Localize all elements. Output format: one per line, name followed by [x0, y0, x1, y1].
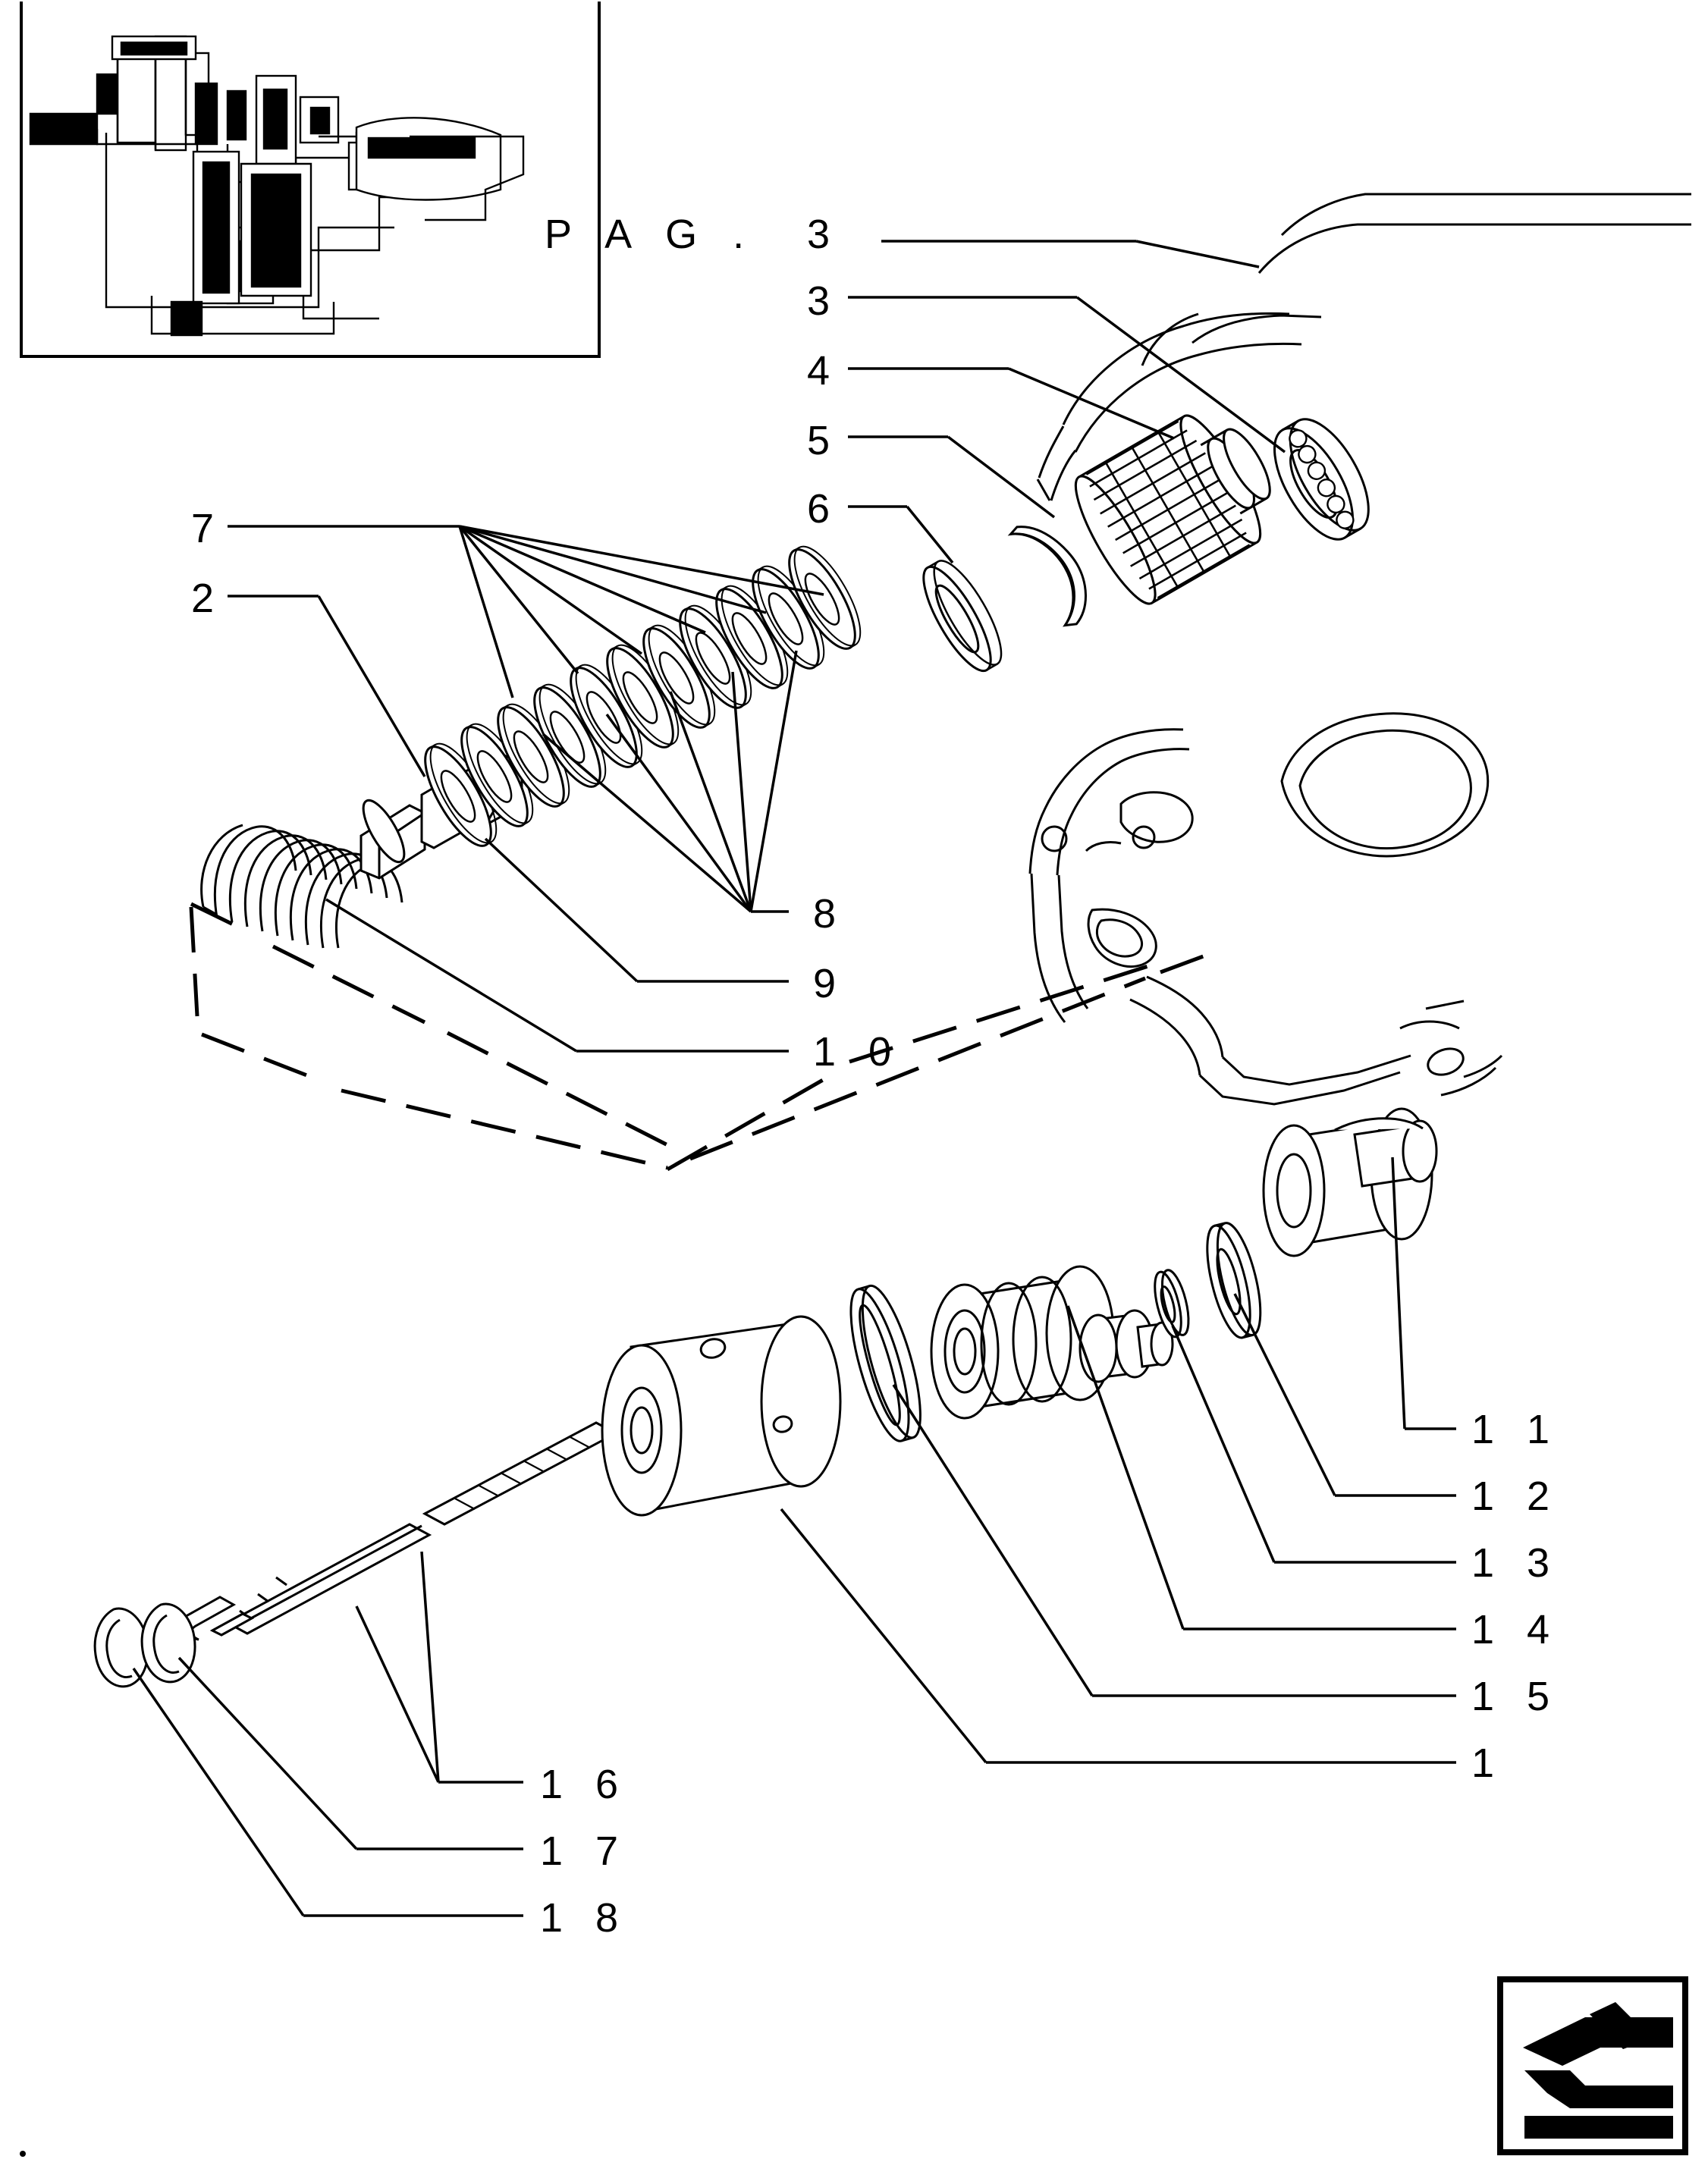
- callout-2: 2: [191, 576, 225, 621]
- callout-5: 5: [807, 418, 841, 463]
- thrust-washer-medium: [1198, 1219, 1269, 1342]
- callout-17: 1 7: [540, 1828, 630, 1874]
- synchro-ring: [912, 552, 1013, 679]
- carrier-body: [602, 1317, 840, 1515]
- callout-13: 1 3: [1471, 1540, 1561, 1586]
- callout-8: 8: [813, 891, 847, 937]
- page-reference-number: 3: [807, 212, 841, 257]
- callout-15: 1 5: [1471, 1674, 1561, 1719]
- callout-7: 7: [191, 506, 225, 551]
- callout-14: 1 4: [1471, 1607, 1561, 1652]
- piston-bushing-group: [931, 1266, 1173, 1418]
- corner-registration-dot: [20, 2151, 26, 2157]
- callout-4: 4: [807, 348, 841, 394]
- driven-gear: [1063, 394, 1295, 612]
- inset-thumbnail: [30, 36, 523, 335]
- callout-16: 1 6: [540, 1762, 630, 1807]
- output-shaft: [177, 1404, 652, 1640]
- clutch-disc-stack: [413, 538, 872, 855]
- callout-18: 1 8: [540, 1895, 630, 1941]
- callout-11: 1 1: [1471, 1407, 1561, 1452]
- ball-bearing: [1259, 407, 1384, 551]
- snap-ring-inner: [142, 1604, 195, 1682]
- section-plane-lines: [190, 904, 1213, 1172]
- callout-1: 1: [1471, 1740, 1505, 1786]
- flanged-hub: [1264, 1109, 1436, 1256]
- page-reference-label: P A G .: [545, 212, 757, 257]
- housing-middle-outline: [1030, 714, 1502, 1104]
- callout-9: 9: [813, 961, 847, 1006]
- callout-3: 3: [807, 278, 841, 324]
- callout-12: 1 2: [1471, 1474, 1561, 1519]
- callout-10: 1 0: [813, 1029, 903, 1075]
- snap-ring-outer: [95, 1608, 148, 1687]
- callout-6: 6: [807, 486, 841, 532]
- manufacturer-logo-badge: [1500, 1979, 1685, 2152]
